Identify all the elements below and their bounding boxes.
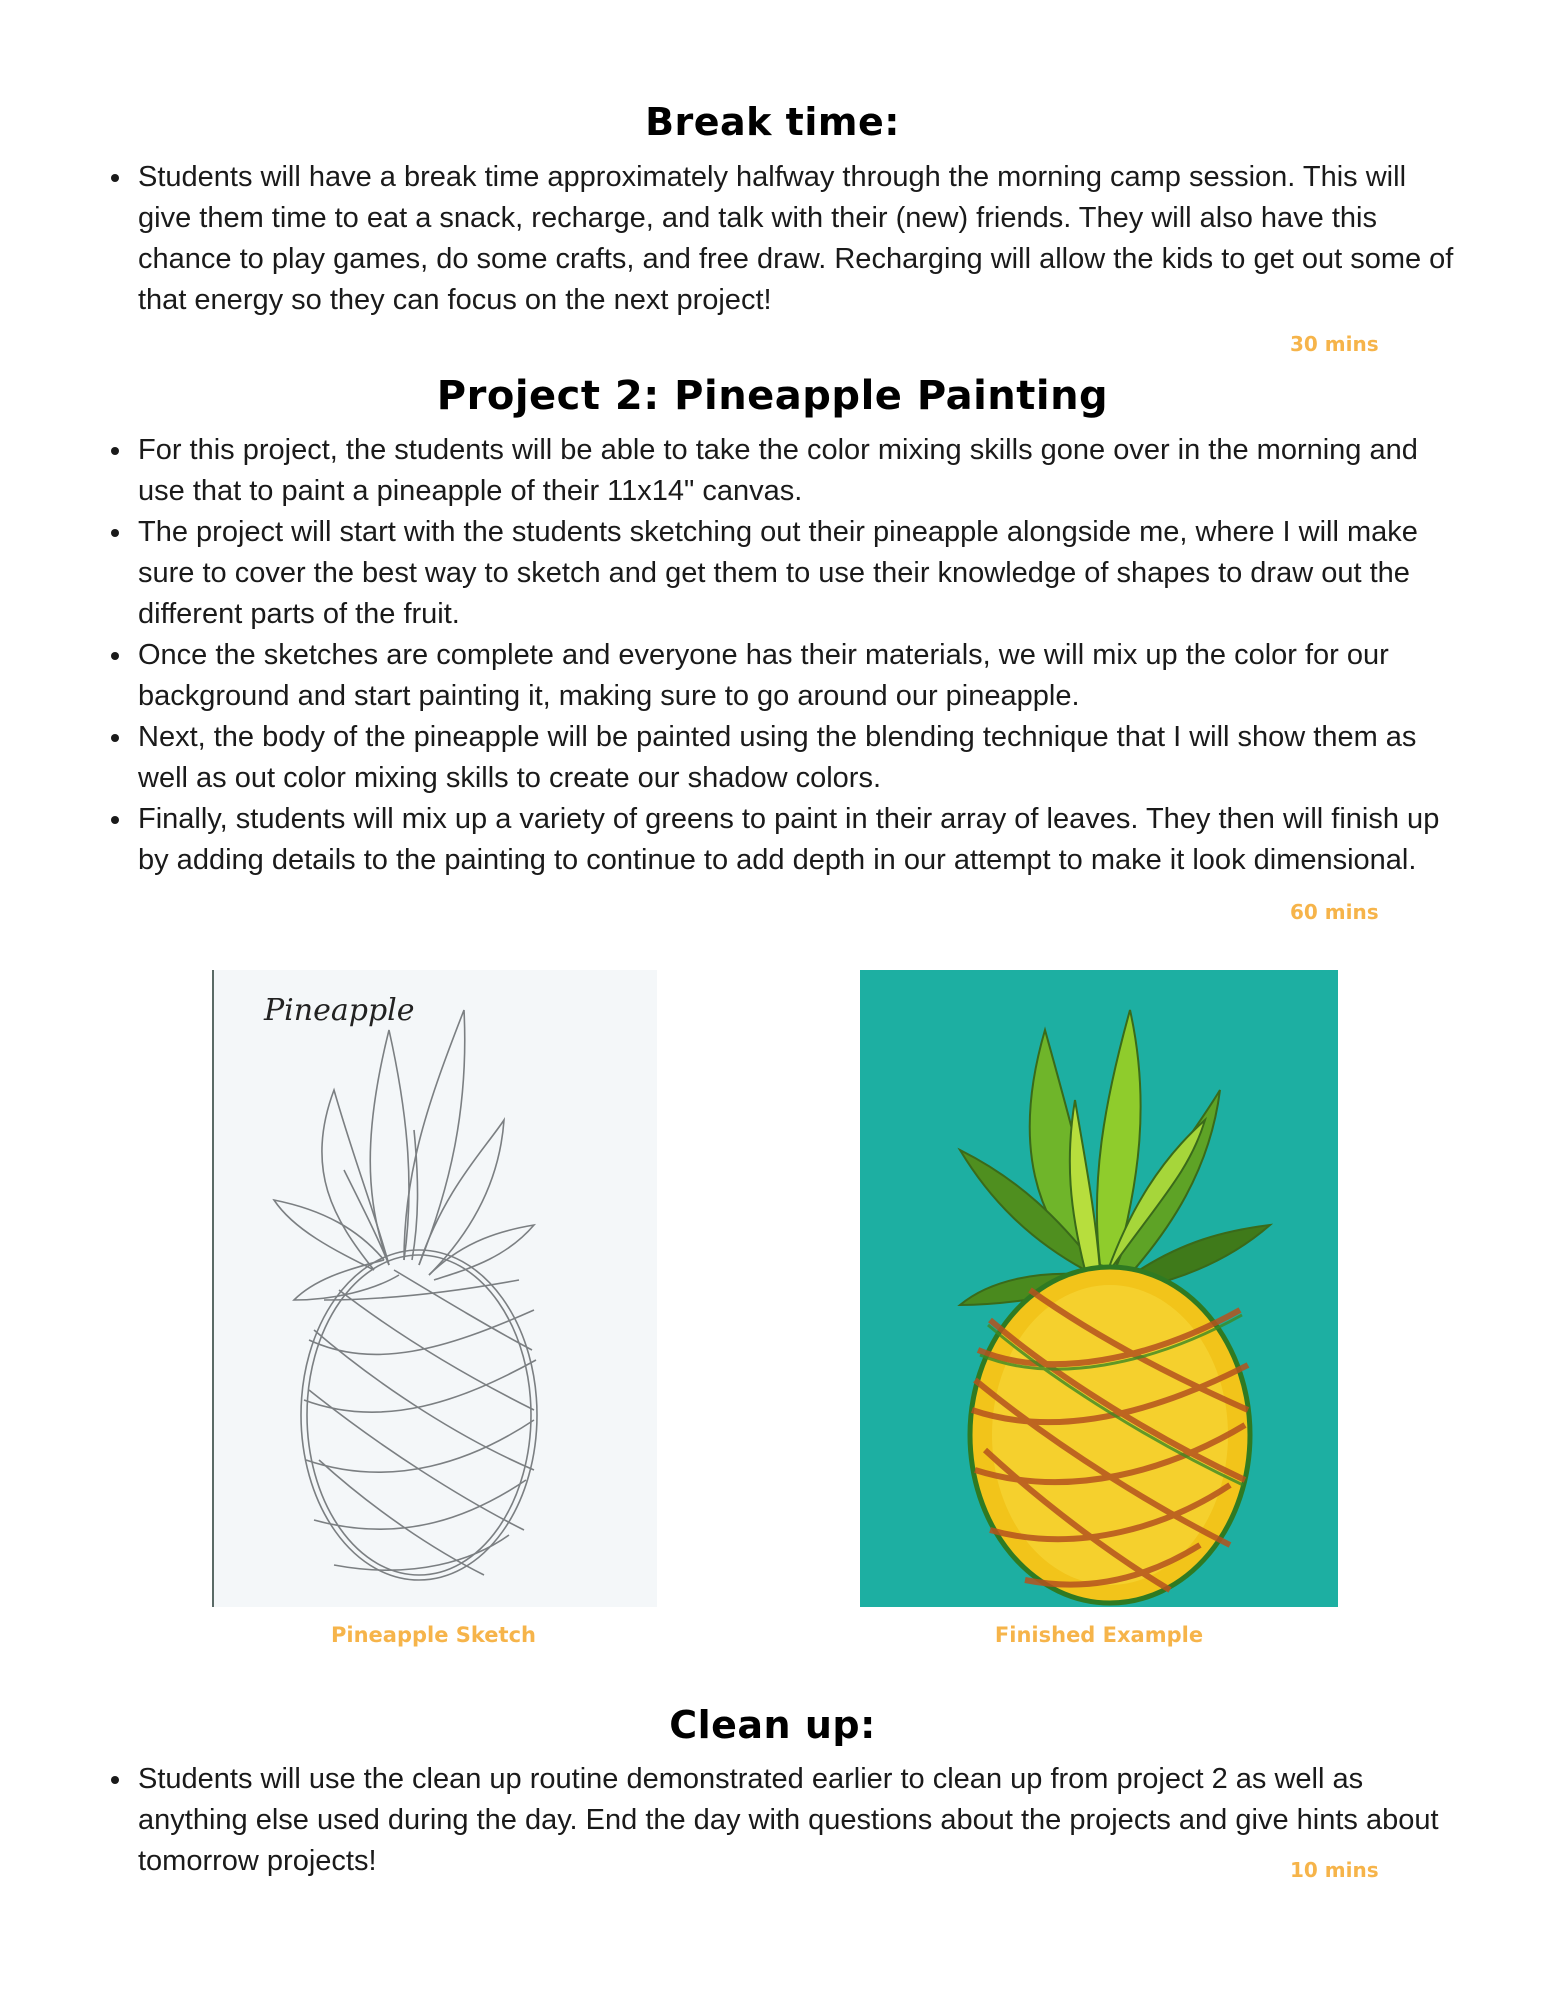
pineapple-painting-image (860, 970, 1338, 1607)
list-item: Once the sketches are complete and everyone has their materials, we will mix up the color for our background and start painting it, making sure to go around our pineapple. (138, 635, 1463, 717)
clean-up-list (138, 1759, 1458, 1882)
list-item: Finally, students will mix up a variety of greens to paint in their array of leaves. They then will finish up by adding details to the painting to continue to add depth in our attempt to make it look dimensional. (138, 799, 1463, 881)
project-2-list (138, 430, 1463, 881)
list-item: For this project, the students will be able to take the color mixing skills gone over in the morning and use that to paint a pineapple of their 11x14" canvas. (138, 430, 1463, 512)
painting-drawing (860, 970, 1338, 1607)
clean-up-heading: Clean up: (669, 1703, 876, 1747)
project-2-duration: 60 mins (1290, 900, 1379, 924)
list-item: The project will start with the students sketching out their pineapple alongside me, where I will make sure to cover the best way to sketch and get them to use their knowledge of shapes to draw out the different parts of the fruit. (138, 512, 1463, 635)
list-item: Students will have a break time approximately halfway through the morning camp session. This will give them time to eat a snack, recharge, and talk with their (new) friends. They will also have this chance to play games, do some crafts, and free draw. Recharging will allow the kids to get out some of that energy so they can focus on the next project! (138, 157, 1458, 321)
sketch-label: Pineapple (264, 993, 415, 1028)
pineapple-sketch-image (212, 970, 657, 1607)
painting-caption: Finished Example (994, 1623, 1204, 1647)
break-time-duration: 30 mins (1290, 332, 1379, 356)
break-time-list (138, 157, 1458, 321)
project-2-heading: Project 2: Pineapple Painting (436, 373, 1109, 419)
sketch-drawing (214, 970, 657, 1607)
list-item: Next, the body of the pineapple will be painted using the blending technique that I will show them as well as out color mixing skills to create our shadow colors. (138, 717, 1463, 799)
break-time-heading: Break time: (645, 100, 900, 144)
clean-up-duration: 10 mins (1290, 1858, 1379, 1882)
list-item: Students will use the clean up routine demonstrated earlier to clean up from project 2 as well as anything else used during the day. End the day with questions about the projects and give hints about tomorrow projects! (138, 1759, 1458, 1882)
sketch-caption: Pineapple Sketch (331, 1623, 536, 1647)
